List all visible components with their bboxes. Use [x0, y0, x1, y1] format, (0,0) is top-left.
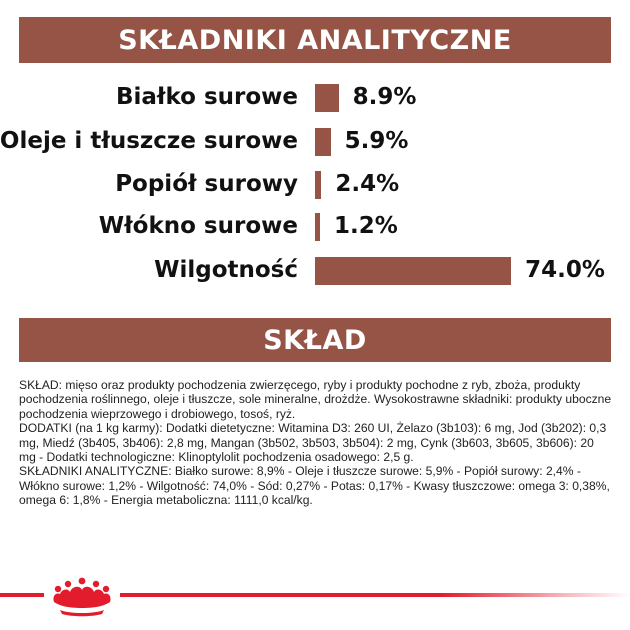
composition-text — [19, 378, 613, 508]
bar-row — [0, 253, 630, 293]
bar-label: Włókno surowe — [98, 213, 298, 239]
bar-label: Wilgotność — [154, 257, 298, 283]
royal-canin-crown-logo-icon — [44, 572, 120, 622]
bar-label: Białko surowe — [115, 84, 298, 110]
bar-value-label: 8.9% — [352, 84, 417, 110]
bar-label: Oleje i tłuszcze surowe — [0, 128, 298, 154]
analytic-header — [19, 17, 611, 63]
composition-paragraph-analytic: SKŁADNIKI ANALITYCZNE: Białko surowe: 8,9% - Oleje i tłuszcze surowe: 5,9% - Popiół surowy: 2,4% - Włókno surowe: 1,2% - Wilgotność: 74,0% - Sód: 0,27% - Potas: 0,17% - Kwasy tłuszczowe: omega 3: 0,38%, omega 6: 1,8% - Energia metaboliczna: 1111,0 kcal/kg. — [19, 464, 610, 508]
bar-row — [0, 209, 630, 249]
bar — [315, 84, 339, 112]
bar-row — [0, 80, 630, 120]
bar — [315, 128, 331, 156]
bar-row — [0, 167, 630, 207]
bar-value-label: 1.2% — [334, 213, 398, 239]
analytic-header-title: SKŁADNIKI ANALITYCZNE — [118, 24, 512, 56]
bar-value-label: 74.0% — [525, 257, 605, 283]
bar-row — [0, 124, 630, 164]
bar-value-label: 2.4% — [335, 171, 400, 197]
bar-value-label: 5.9% — [344, 128, 409, 154]
bar-label: Popiół surowy — [115, 171, 298, 197]
bar — [315, 171, 321, 199]
composition-header-title: SKŁAD — [263, 324, 367, 356]
composition-paragraph-additives: DODATKI (na 1 kg karmy): Dodatki dietetyczne: Witamina D3: 260 UI, Żelazo (3b103): 6 mg, Jod (3b202): 0,3 mg, Miedź (3b405, 3b406): 2,8 mg, Mangan (3b502, 3b503, 3b504): 2 mg, Cynk (3b603, 3b605, 3b606): 20 mg - Dodatki technologiczne: Klinoptylolit pochodzenia osadowego: 2,5 g. — [19, 421, 607, 465]
bar — [315, 257, 511, 285]
bar — [315, 213, 320, 241]
composition-header — [19, 318, 611, 362]
composition-paragraph-ingredients: SKŁAD: mięso oraz produkty pochodzenia zwierzęcego, ryby i produkty pochodne z ryb, zboża, produkty pochodzenia roślinnego, oleje i tłuszcze, sole mineralne, drożdże. Wysokostrawne składniki: produkty uboczne pochodzenia wieprzowego i drobiowego, tosoś, ryż. — [19, 378, 612, 421]
